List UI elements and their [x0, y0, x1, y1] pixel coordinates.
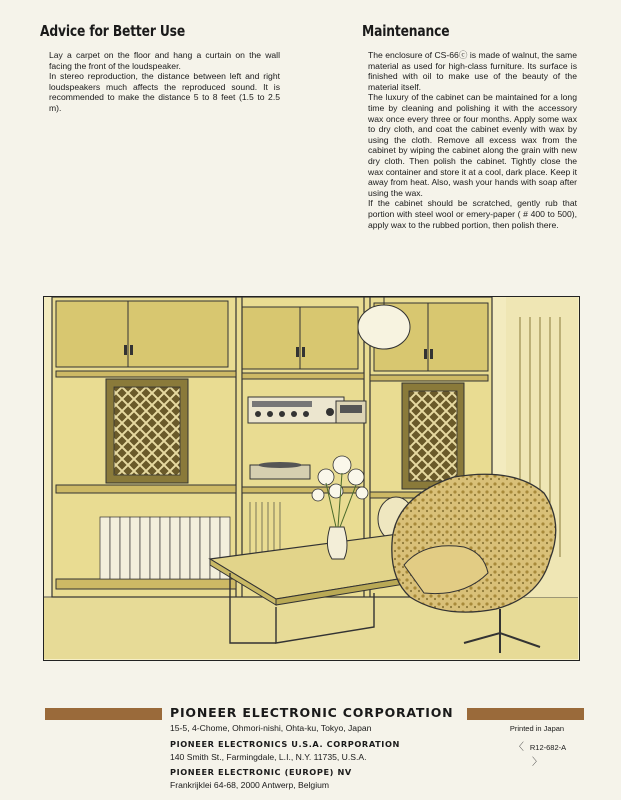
company-block [170, 705, 470, 795]
advice-body [40, 50, 280, 114]
document-code: R12-682-A [529, 743, 567, 752]
footer-band-left [45, 708, 162, 720]
europe-company-name: PIONEER ELECTRONIC (EUROPE) NV [170, 767, 352, 777]
maintenance-paragraph: The luxury of the cabinet can be maintained for a long time by cleaning and polishing it with the accessory wax once every three or four months. Apply some wax to dry cloth, and coat the cabinet evenly with wax by using the cloth. Remove all excess wax from the cabinet by wiping the cabinet along the grain with new dry cloth. Then polish the cabinet. Tightly close the wax container and store it at a cool, dark place. Keep it away from heat. Also, wash your hands with soap after using the wax. [368, 92, 577, 198]
advice-section [40, 22, 280, 114]
usa-company-address: 140 Smith St., Farmingdale, L.I., N.Y. 11735, U.S.A. [170, 752, 367, 762]
usa-company-name: PIONEER ELECTRONICS U.S.A. CORPORATION [170, 739, 400, 749]
living-room-illustration [43, 296, 580, 661]
maintenance-heading: Maintenance [362, 22, 450, 40]
left-bracket-icon: 〈 [513, 742, 524, 753]
maintenance-paragraph: If the cabinet should be scratched, gently rub that portion with steel wool or emery-paper ( # 400 to 500), apply wax to the rubbed portion, then polish there. [368, 198, 577, 230]
maintenance-paragraph: The enclosure of CS-66ⓒ is made of walnut, the same material as used for high-class furniture. Its surface is finished with oil to make use of the beauty of the material itself. [368, 50, 577, 92]
right-bracket-icon: 〉 [532, 757, 542, 768]
document-code-line [497, 738, 577, 768]
advice-heading: Advice for Better Use [40, 22, 185, 40]
europe-company-address: Frankrijklei 64-68, 2000 Antwerp, Belgium [170, 780, 330, 790]
printed-in: Printed in Japan [509, 724, 565, 733]
advice-paragraph: Lay a carpet on the floor and hang a curtain on the wall facing the front of the loudspeaker. [49, 50, 280, 71]
company-name: PIONEER ELECTRONIC CORPORATION [170, 705, 454, 720]
footer-band-right [467, 708, 584, 720]
maintenance-body [362, 50, 577, 230]
maintenance-section [362, 22, 577, 230]
company-address: 15-5, 4-Chome, Ohmori-nishi, Ohta-ku, Tokyo, Japan [170, 723, 372, 733]
advice-paragraph: In stereo reproduction, the distance between left and right loudspeakers much affects the reproduced sound. It is recommended to make the distance 5 to 8 feet (1.5 to 2.5 m). [49, 71, 280, 113]
print-info [497, 724, 577, 768]
